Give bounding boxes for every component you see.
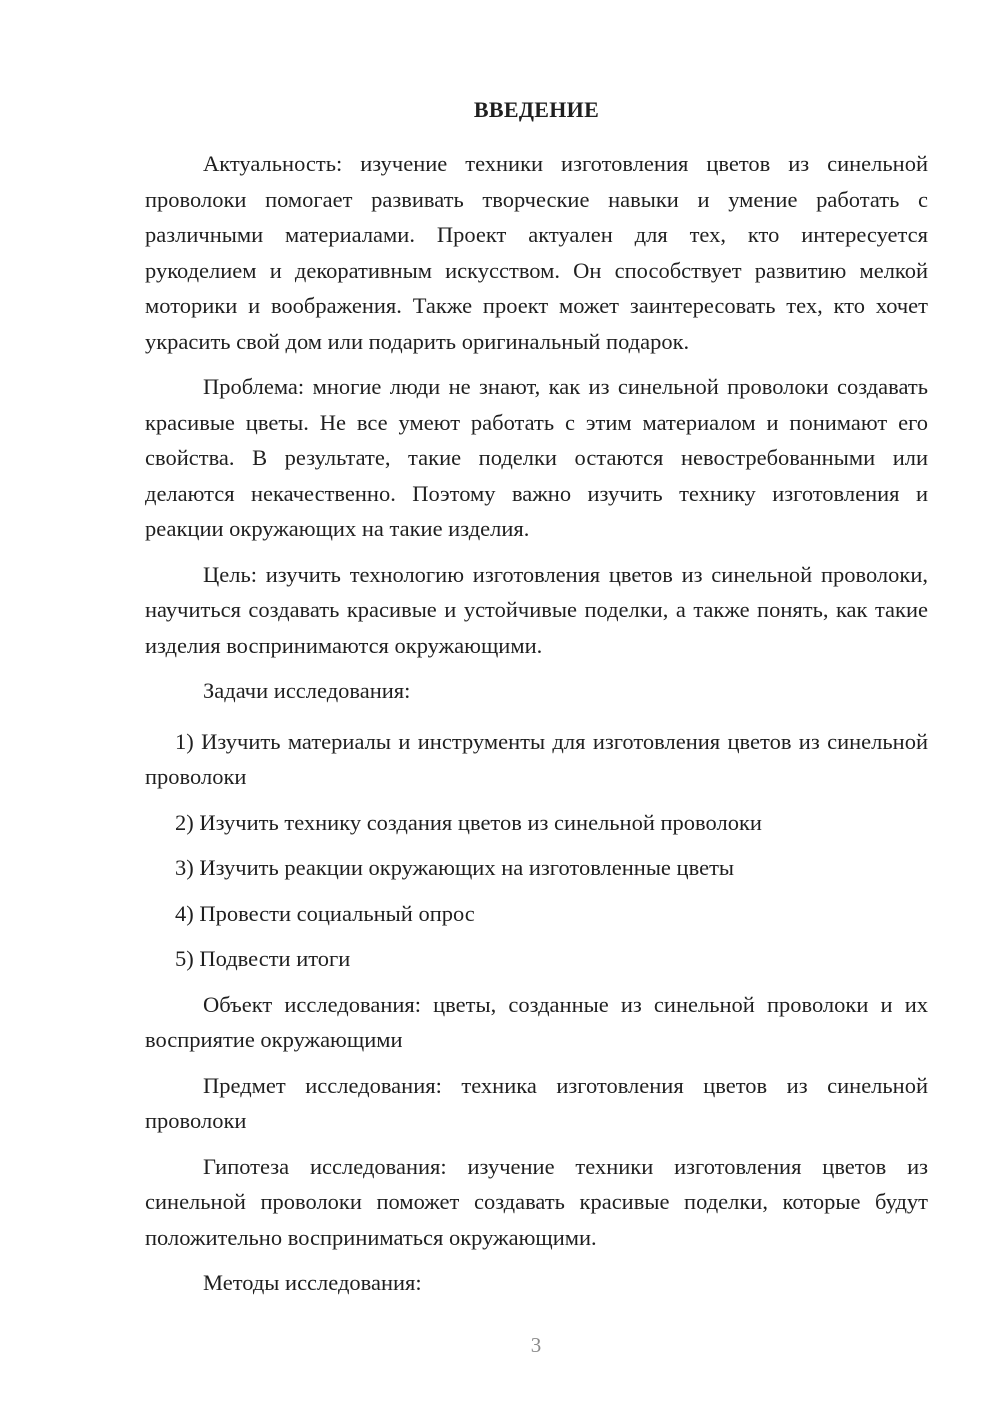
paragraph-subject: Предмет исследования: техника изготовления цветов из синельной проволоки	[145, 1072, 928, 1133]
tasks-list	[145, 724, 928, 977]
list-item: 1) Изучить материалы и инструменты для изготовления цветов из синельной проволоки	[145, 728, 928, 789]
list-item: 5) Подвести итоги	[175, 946, 351, 971]
methods-heading: Методы исследования:	[203, 1270, 422, 1295]
paragraph-goal: Цель: изучить технологию изготовления цветов из синельной проволоки, научиться создавать красивые и устойчивые поделки, а также понять, как такие изделия воспринимаются окружающими.	[145, 561, 928, 658]
paragraph-problem: Проблема: многие люди не знают, как из синельной проволоки создавать красивые цветы. Не все умеют работать с этим материалом и понимают его свойства. В результате, такие поделки остаются невостребованными или делаются некачественно. Поэтому важно изучить технику изготовления и реакции окружающих на такие изделия.	[145, 374, 928, 541]
tasks-heading: Задачи исследования:	[203, 678, 411, 703]
page-number: 3	[530, 1333, 542, 1357]
paragraph-relevance: Актуальность: изучение техники изготовления цветов из синельной проволоки помогает развивать творческие навыки и умение работать с различными материалами. Проект актуален для тех, кто интересуется рукоделием и декоративным искусством. Он способствует развитию мелкой моторики и воображения. Также проект может заинтересовать тех, кто хочет украсить свой дом или подарить оригинальный подарок.	[145, 151, 928, 354]
list-item: 4) Провести социальный опрос	[175, 900, 475, 926]
list-item: 2) Изучить технику создания цветов из синельной проволоки	[175, 809, 762, 835]
page-title: ВВЕДЕНИЕ	[473, 97, 600, 122]
document-page	[145, 95, 928, 1311]
paragraph-hypothesis: Гипотеза исследования: изучение техники изготовления цветов из синельной проволоки поможет создавать красивые поделки, которые будут положительно восприниматься окружающими.	[145, 1153, 928, 1250]
paragraph-object: Объект исследования: цветы, созданные из синельной проволоки и их восприятие окружающими	[145, 991, 928, 1052]
list-item: 3) Изучить реакции окружающих на изготовленные цветы	[175, 855, 735, 880]
